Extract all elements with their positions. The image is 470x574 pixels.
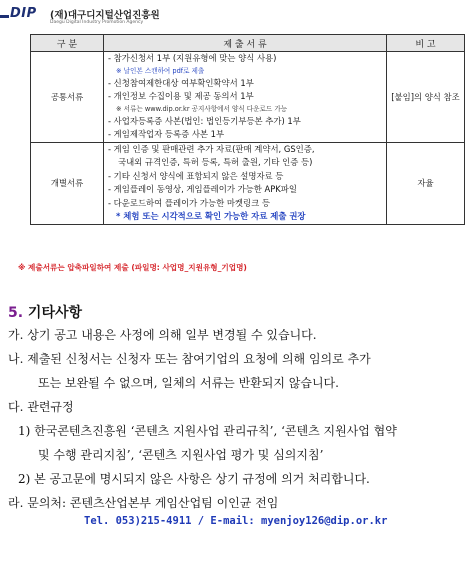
- table-row-individual: [31, 142, 465, 224]
- remark-individual: 자율: [387, 142, 465, 224]
- list-item: - 다운로드하여 플레이가 가능한 마켓링크 등: [108, 197, 270, 208]
- list-item: - 참가신청서 1부 (지원유형에 맞는 양식 사용): [108, 53, 277, 63]
- regulation-1: 1) 한국콘텐츠진흥원 ‘콘텐츠 지원사업 관리규칙’, ‘콘텐츠 지원사업 협약: [18, 424, 397, 438]
- paragraph-na: 나. 제출된 신청서는 신청자 또는 참여기업의 요청에 의해 임의로 추가: [8, 352, 371, 366]
- section-heading: 기타사항: [23, 305, 83, 321]
- table-header-row: [31, 35, 465, 52]
- list-item: - 기타 신청서 양식에 표함되지 않은 설명자료 등: [108, 170, 284, 181]
- table-row-common: [31, 52, 465, 143]
- paragraph-na-cont: 또는 보완될 수 없으며, 일체의 서류는 반환되지 않습니다.: [38, 376, 339, 390]
- org-name: (재)대구디지털산업진흥원: [50, 10, 160, 21]
- submission-footnote: ※ 제출서류는 압축파일하여 제출 (파일명: 사업명_지원유형_기업명): [18, 263, 247, 272]
- submission-documents-table: [30, 34, 465, 225]
- regulation-1-cont: 및 수행 관리지침’, ‘콘텐츠 지원사업 평가 및 심의지침’: [38, 448, 324, 462]
- category-individual: 개별서류: [31, 142, 104, 224]
- paragraph-ra: 라. 문의처: 콘텐츠산업본부 게임산업팀 이인균 전임: [8, 496, 279, 510]
- list-item: ※ 날인본 스캔하여 pdf로 제출: [116, 66, 205, 75]
- dip-logo: DIP: [10, 6, 37, 21]
- regulation-2: 2) 본 공고문에 명시되지 않은 사항은 상기 규정에 의거 처리합니다.: [18, 472, 370, 486]
- list-item: * 체험 또는 시각적으로 확인 가능한 자료 제출 권장: [116, 211, 306, 221]
- list-item: - 게임 인증 및 판매관련 추가 자료(판매 계약서, GS인증,: [108, 143, 315, 154]
- header-documents: 제 출 서 류: [104, 35, 387, 52]
- section-title: [8, 302, 82, 322]
- document-header: [0, 0, 470, 32]
- paragraph-da: 다. 관련규정: [8, 400, 74, 414]
- list-item: - 사업자등록증 사본(법인: 법인등기부등본 추가) 1부: [108, 115, 301, 126]
- header-category: 구 분: [31, 35, 104, 52]
- list-item: ※ 서류는 www.dip.or.kr 공지사항에서 양식 다운로드 가능: [116, 104, 288, 113]
- category-common: 공통서류: [31, 52, 104, 143]
- header-remarks: 비 고: [387, 35, 465, 52]
- logo-bar: [0, 15, 9, 18]
- contact-info: Tel. 053)215-4911 / E-mail: myenjoy126@dip.or.kr: [84, 515, 388, 527]
- list-item: - 신청참여제한대상 여부확인확약서 1부: [108, 77, 254, 88]
- paragraph-ga: 가. 상기 공고 내용은 사정에 의해 일부 변경될 수 있습니다.: [8, 328, 317, 342]
- common-document-list: [104, 52, 387, 143]
- list-item: - 개인정보 수집이용 및 제공 동의서 1부: [108, 91, 254, 101]
- list-item: 국내외 규격인증, 특허 등록, 특허 출원, 기타 인증 등): [118, 157, 313, 167]
- remark-common: [붙임]의 양식 참조: [387, 52, 465, 143]
- individual-document-list: [104, 142, 387, 224]
- section-number: 5.: [8, 305, 24, 321]
- org-name-english: Daegu Digital Industry Promotion Agency: [50, 20, 144, 25]
- list-item: - 게임플레이 동영상, 게임플레이가 가능한 APK파일: [108, 184, 297, 194]
- list-item: - 게임제작업자 등록증 사본 1부: [108, 129, 225, 139]
